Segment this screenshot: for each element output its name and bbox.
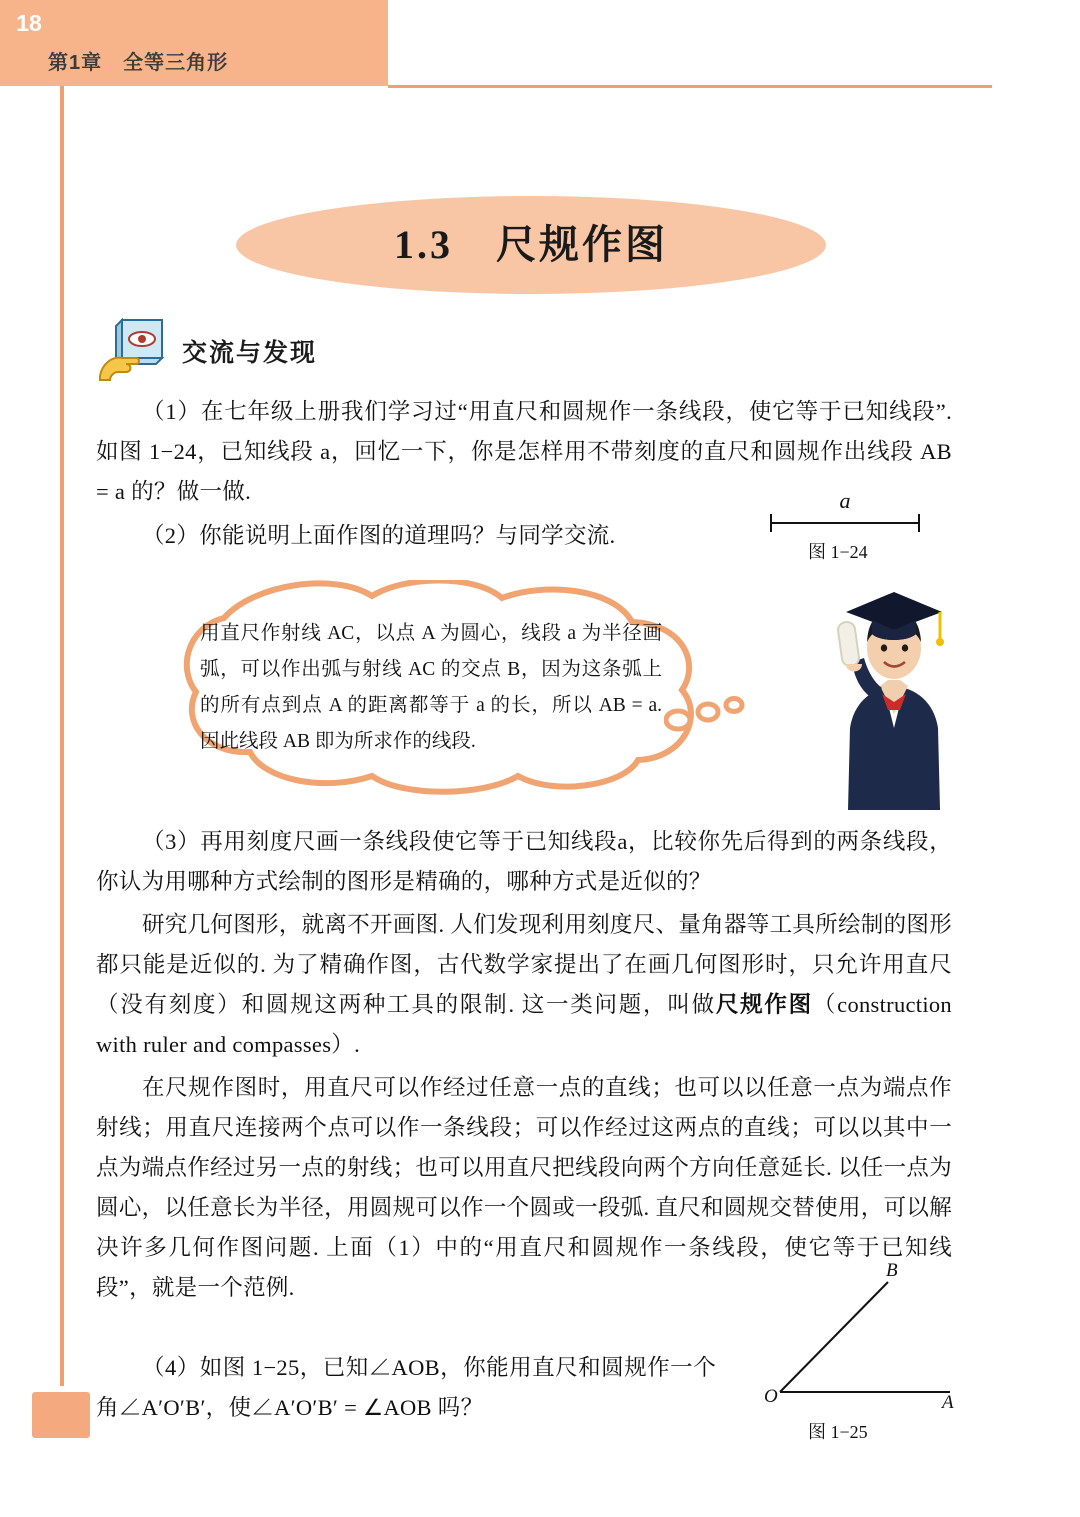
figure-1-24-endpoint-left <box>770 514 772 532</box>
hand-pointing-book-icon <box>96 314 168 386</box>
svg-text:A: A <box>942 1392 954 1413</box>
page-title: 1.3 尺规作图 <box>394 222 668 267</box>
section-heading: 交流与发现 <box>182 339 318 367</box>
thought-cloud <box>104 580 744 805</box>
left-margin-rule <box>60 86 64 1386</box>
paragraph-4 <box>96 905 952 1065</box>
paragraph-4-text-a: 研究几何图形，就离不开画图. 人们发现利用刻度尺、量角器等工具所绘制的图形都只能是近似的. 为了精确作图，古代数学家提出了在画几何图形时，只允许用直尺（没有刻度）和圆规这两种工具的限制. 这一类问题，叫做 <box>96 912 952 1017</box>
thought-cloud-text: 用直尺作射线 AC，以点 A 为圆心，线段 a 为半径画弧，可以作出弧与射线 AC 的交点 B，因为这条弧上的所有点到点 A 的距离都等于 a 的长，所以 AB = a. 因此线段 AB 即为所求作的线段. <box>200 623 662 752</box>
svg-text:B: B <box>886 1262 898 1281</box>
paragraph-6: （4）如图 1−25，已知∠AOB，你能用直尺和圆规作一个角∠A′O′B′，使∠A′O′B′ = ∠AOB 吗？ <box>96 1355 716 1420</box>
chapter-title: 第1章 全等三角形 <box>48 52 229 74</box>
figure-1-24-endpoint-right <box>918 514 920 532</box>
graduate-girl-photo <box>820 578 968 810</box>
page-number: 18 <box>16 10 42 36</box>
paragraph-1: （1）在七年级上册我们学习过“用直尺和圆规作一条线段，使它等于已知线段”. 如图 1−24，已知线段 a，回忆一下，你是怎样用不带刻度的直尺和圆规作出线段 AB = a 的？做一做. <box>96 399 952 504</box>
thought-cloud-bubbles <box>664 692 750 738</box>
paragraph-2: （2）你能说明上面作图的道理吗？与同学交流. <box>142 523 616 548</box>
paragraph-4-text-b: （construction with ruler and compasses）. <box>96 992 952 1057</box>
figure-1-24-segment-label: a <box>839 488 851 513</box>
page-number-badge <box>32 1392 90 1438</box>
paragraph-5: 在尺规作图时，用直尺可以作经过任意一点的直线；也可以以任意一点为端点作射线；用直尺连接两个点可以作一条线段；可以作经过这两点的直线；可以以其中一点为端点作经过另一点的射线；也可以用直尺把线段向两个方向任意延长. 以任一点为圆心，以任意长为半径，用圆规可以作一个圆或一段弧. 直尺和圆规交替使用，可以解决许多几何作图问题. 上面（1）中的“用直尺和圆规作一条线段，使它等于已知线段”，就是一个范例. <box>96 1075 952 1300</box>
figure-1-25 <box>760 1262 960 1422</box>
svg-text:O: O <box>764 1386 778 1407</box>
paragraph-3: （3）再用刻度尺画一条线段使它等于已知线段a，比较你先后得到的两条线段，你认为用哪种方式绘制的图形是精确的，哪种方式是近似的？ <box>96 829 952 894</box>
figure-1-25-caption: 图 1−25 <box>808 1422 868 1442</box>
paragraph-4-keyword: 尺规作图 <box>715 992 813 1017</box>
header-divider <box>388 85 992 88</box>
figure-1-24-caption: 图 1−24 <box>808 542 868 562</box>
figure-1-24-segment <box>770 522 920 524</box>
